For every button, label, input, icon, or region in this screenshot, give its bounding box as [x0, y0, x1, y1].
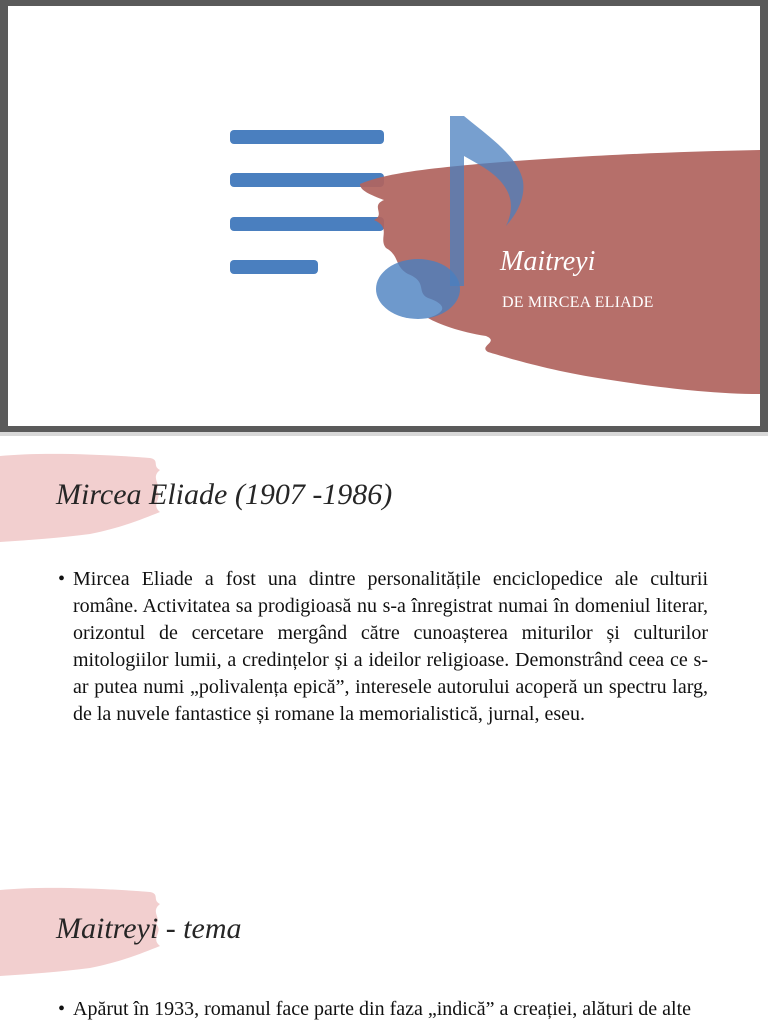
title-slide — [8, 6, 760, 426]
music-playlist-icon — [230, 130, 384, 274]
theme-heading: Maitreyi - tema — [56, 912, 242, 945]
bullet-marker: • — [58, 998, 66, 1020]
biography-slide — [0, 436, 768, 866]
playlist-line-3 — [230, 217, 384, 231]
presentation-subtitle: DE MIRCEA ELIADE — [502, 294, 654, 311]
biography-heading: Mircea Eliade (1907 -1986) — [56, 478, 393, 511]
presentation-title: Maitreyi — [500, 246, 596, 277]
bullet-marker: • — [58, 568, 66, 590]
theme-text: Apărut în 1933, romanul face parte din faza „indică” a creației, alături de alte — [73, 998, 692, 1020]
playlist-line-1 — [230, 130, 384, 144]
biography-text: Mircea Eliade a fost una dintre personalitățile enciclopedice ale culturii române. Activitatea sa prodigioasă nu s-a înregistrat numai în domeniul literar, orizontul de cercetare mergând către cunoașterea miturilor și culturilor mitologiilor lumii, a credințelor și a ideilor religioase. Demonstrând ceea ce s-ar putea numi „polivalența epică”, interesele autorului acoperă un spectru larg, de la nuvele fantastice și romane la memorialistică, jurnal, eseu. — [73, 568, 708, 725]
biography-bullet — [56, 566, 708, 728]
theme-slide — [0, 866, 768, 1024]
slide-artwork — [8, 6, 760, 426]
title-slide-frame — [0, 0, 768, 432]
theme-bullet — [56, 996, 708, 1023]
playlist-line-4 — [230, 260, 318, 274]
